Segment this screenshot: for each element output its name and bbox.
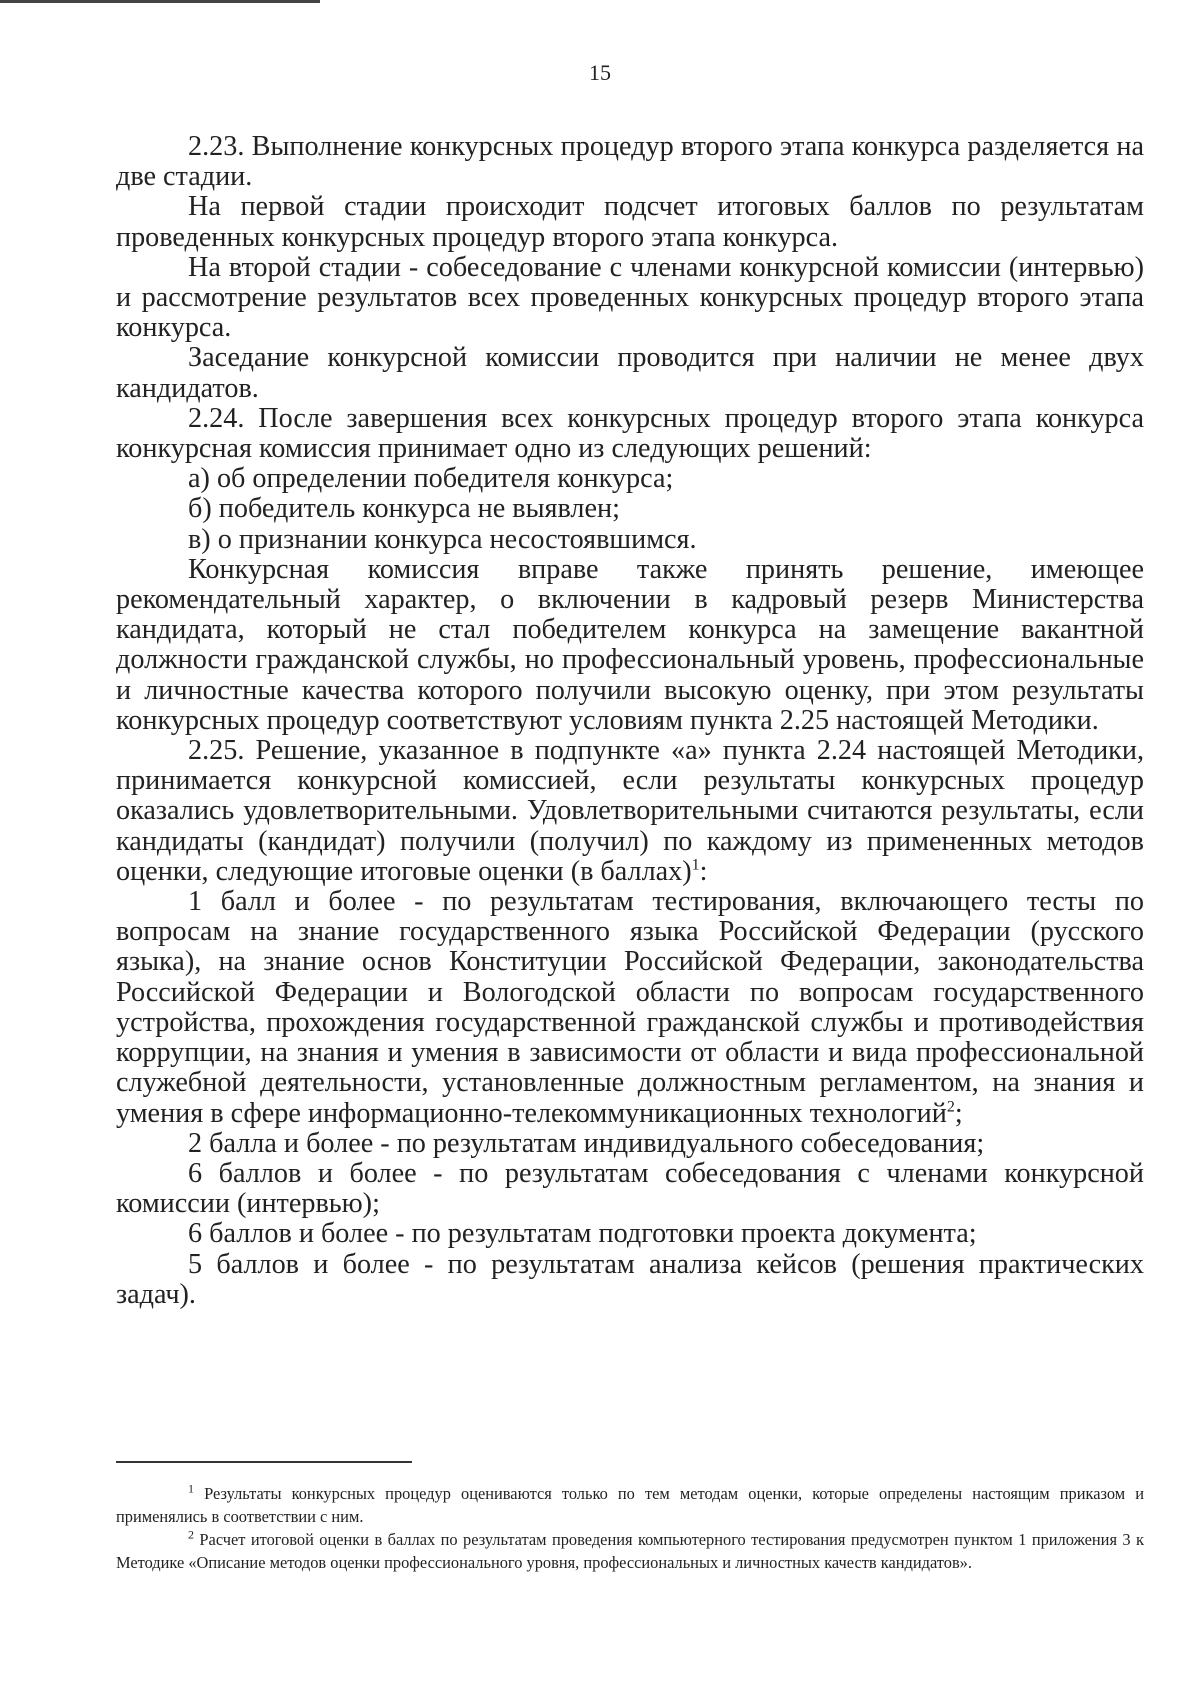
footnote-2 xyxy=(116,1528,1144,1574)
score-item-testing-semicolon: ; xyxy=(954,1097,963,1129)
document-body xyxy=(116,132,1144,1310)
paragraph-2-25 xyxy=(116,736,1144,887)
score-item-cases: 5 баллов и более - по результатам анализа кейсов (решения практических задач). xyxy=(116,1248,1144,1310)
footnote-1 xyxy=(116,1482,1144,1528)
score-item-interview: 6 баллов и более - по результатам собеседования с членами конкурсной комиссии (интервью); xyxy=(116,1157,1144,1220)
paragraph-2-24: 2.24. После завершения всех конкурсных процедур второго этапа конкурса конкурсная комиссия принимает одно из следующих решений: xyxy=(116,402,1144,465)
footnote-ref-2: 2 xyxy=(946,1098,955,1116)
score-item-testing xyxy=(116,887,1144,1129)
page-number: 15 xyxy=(589,60,611,85)
footnote-2-text: Расчет итоговой оценки в баллах по результатам проведения компьютерного тестирования предусмотрен пунктом 1 приложения 3 к Методике «Описание методов оценки профессионального уровня, профессиональных и личностных качеств кандидатов». xyxy=(116,1530,1144,1572)
footnote-1-text: Результаты конкурсных процедур оцениваются только по тем методам оценки, которые определены настоящим приказом и применялись в соответствии с ним. xyxy=(116,1484,1144,1526)
scan-edge-line xyxy=(0,0,320,3)
footnote-ref-1: 1 xyxy=(691,856,700,874)
footnote-1-mark: 1 xyxy=(188,1481,194,1496)
score-item-individual: 2 балла и более - по результатам индивидуального собеседования; xyxy=(188,1127,985,1159)
paragraph-2-23: 2.23. Выполнение конкурсных процедур второго этапа конкурса разделяется на две стадии. xyxy=(116,131,1144,193)
paragraph-meeting: Заседание конкурсной комиссии проводится при наличии не менее двух кандидатов. xyxy=(116,342,1144,404)
decision-item-a: а) об определении победителя конкурса; xyxy=(188,463,674,495)
paragraph-reserve: Конкурсная комиссия вправе также принять решение, имеющее рекомендательный характер, о включении в кадровый резерв Министерства кандидата, который не стал победителем конкурса на замещение вакантной должности гражданской службы, но профессиональный уровень, профессиональные и личностные качества которого получили высокую оценку, при этом результаты конкурсных процедур соответствуют условиям пункта 2.25 настоящей Методики. xyxy=(116,553,1144,736)
decision-item-b: б) победитель конкурса не выявлен; xyxy=(188,493,620,525)
score-item-testing-text: 1 балл и более - по результатам тестирования, включающего тесты по вопросам на знание государственного языка Российской Федерации (русского языка), на знание основ Конституции Российской Федерации, законодательства Российской Федерации и Вологодской области по вопросам государственного устройства, прохождения государственной гражданской службы и противодействия коррупции, на знания и умения в зависимости от области и вида профессиональной служебной деятельности, установленные должностным регламентом, на знания и умения в сфере информационно-телекоммуникационных технологий xyxy=(116,886,1144,1129)
decision-item-c: в) о признании конкурса несостоявшимся. xyxy=(188,523,697,555)
paragraph-2-25-text: 2.25. Решение, указанное в подпункте «а» пункта 2.24 настоящей Методики, принимается конкурсной комиссией, если результаты конкурсных процедур оказались удовлетворительными. Удовлетворительными считаются результаты, если кандидаты (кандидат) получили (получил) по каждому из примененных методов оценки, следующие итоговые оценки (в баллах) xyxy=(116,735,1144,887)
paragraph-first-stage: На первой стадии происходит подсчет итоговых баллов по результатам проведенных конкурсных процедур второго этапа конкурса. xyxy=(116,191,1144,253)
paragraph-2-25-colon: : xyxy=(699,855,708,887)
footnote-2-mark: 2 xyxy=(188,1527,194,1542)
paragraph-second-stage: На второй стадии - собеседование с членами конкурсной комиссии (интервью) и рассмотрение результатов всех проведенных конкурсных процедур второго этапа конкурса. xyxy=(116,251,1144,344)
score-item-document: 6 баллов и более - по результатам подготовки проекта документа; xyxy=(188,1218,977,1250)
footnotes xyxy=(116,1482,1144,1574)
footnote-separator xyxy=(116,1461,412,1463)
